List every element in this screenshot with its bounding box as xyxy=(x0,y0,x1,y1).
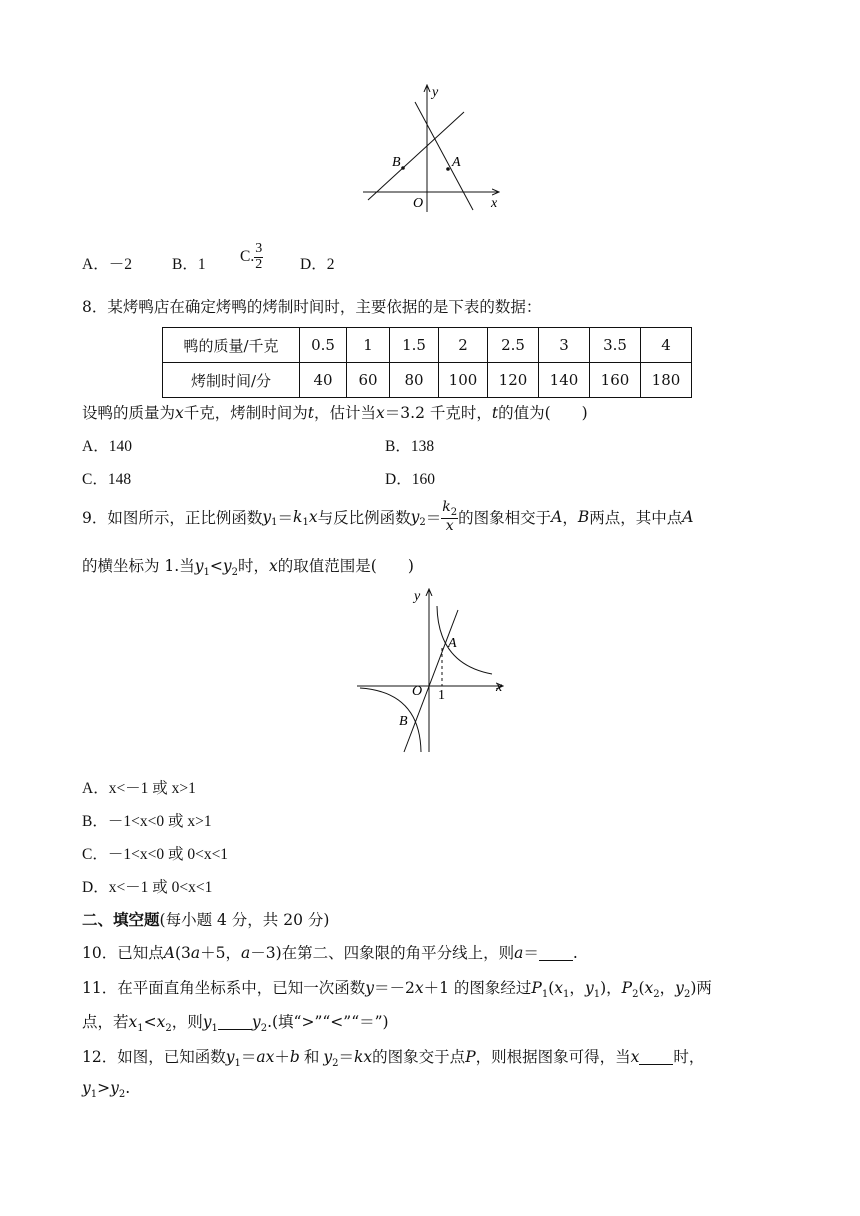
q7-option-b: B．1 xyxy=(172,256,206,273)
q8-var: t xyxy=(491,404,499,422)
label-one: 1 xyxy=(438,688,445,703)
q11-text: ( xyxy=(638,979,645,997)
q9-option-d: D．x<－1 或 0<x<1 xyxy=(82,879,213,896)
q11-text: ) xyxy=(600,979,607,997)
q9-option-b: B．－1<x<0 或 x>1 xyxy=(82,813,212,830)
q8-option-c: C．148 xyxy=(82,471,132,488)
q9-line2 xyxy=(82,554,414,578)
q11-text: 点，若 xyxy=(82,1013,129,1031)
q10-text: ＝ xyxy=(523,944,539,962)
q7-option-d: D．2 xyxy=(300,256,335,273)
line-through-a xyxy=(415,102,473,210)
table-cell: 160 xyxy=(590,363,641,398)
q11-text: .(填“>”“<”“＝”) xyxy=(267,1013,389,1031)
table-cell: 120 xyxy=(488,363,539,398)
q7-graph xyxy=(360,82,510,217)
q11-text: ，则 xyxy=(171,1013,203,1031)
q10-text: 10．已知点 xyxy=(82,944,164,962)
q10-var: a xyxy=(514,944,524,962)
q12-sub: 2 xyxy=(118,1089,126,1101)
table-cell: 140 xyxy=(539,363,590,398)
q12-text: 和 xyxy=(303,1048,320,1066)
q12-text: 的图象交于点 xyxy=(372,1048,466,1066)
q11-sub: 1 xyxy=(593,989,601,1001)
q7-option-c-num: 3 xyxy=(255,241,263,256)
q11-sub: 1 xyxy=(541,989,549,1001)
q9-text: 与反比例函数 xyxy=(317,509,411,527)
q11-sub: 2 xyxy=(683,989,691,1001)
q9-var: x xyxy=(445,518,454,535)
q9-sub: 2 xyxy=(450,506,458,518)
q11-text: ) xyxy=(690,979,697,997)
hyperbola-q1 xyxy=(437,606,492,674)
q12-line1 xyxy=(82,1045,704,1069)
q12-var: y xyxy=(110,1079,119,1097)
q11-text: ， xyxy=(606,979,622,997)
q9-graph xyxy=(352,584,512,756)
q12-text: ，则根据图象可得，当 xyxy=(475,1048,631,1066)
q12-var: a xyxy=(256,1048,266,1066)
q9-text: 的取值范围是( ) xyxy=(277,557,414,575)
table-cell: 40 xyxy=(300,363,347,398)
q11-text: ， xyxy=(659,979,676,997)
q10-text: ＋5， xyxy=(200,944,241,962)
q9-text: 9．如图所示，正比例函数 xyxy=(82,509,263,527)
label-o: O xyxy=(413,196,424,211)
q9-var: A xyxy=(682,508,694,526)
q9-var: y xyxy=(194,557,204,575)
q8-text: ＝3.2 千克时， xyxy=(384,404,492,422)
q12-var: P xyxy=(465,1048,476,1066)
table-cell: 80 xyxy=(390,363,439,398)
q10-text: －3)在第二、四象限的角平分线上，则 xyxy=(250,944,515,962)
q12-var: y xyxy=(225,1048,235,1066)
label-y: y xyxy=(432,85,439,100)
q9-sub: 1 xyxy=(302,517,309,529)
q11-var: x xyxy=(554,979,564,997)
q12-var: x xyxy=(630,1048,640,1066)
q12-answer-blank xyxy=(639,1049,673,1066)
table-header-cell: 鸭的质量/千克 xyxy=(163,328,300,363)
table-cell: 1 xyxy=(347,328,390,363)
q9-text: 两点，其中点 xyxy=(589,509,683,527)
q9-text: 的图象相交于 xyxy=(458,509,552,527)
q11-text: ， xyxy=(569,979,585,997)
q9-text: 时， xyxy=(238,557,270,575)
q8-text: 的值为( ) xyxy=(498,404,588,422)
q9-sub: 1 xyxy=(271,517,278,529)
q10-var: a xyxy=(190,944,201,962)
q7-option-c-prefix: C. xyxy=(240,248,255,266)
q9-var: k xyxy=(442,499,451,515)
q9-fraction xyxy=(441,500,458,534)
q11-line1 xyxy=(82,976,712,1000)
q11-var: y xyxy=(202,1013,212,1031)
table-row xyxy=(163,363,692,398)
q8-var: x xyxy=(175,404,184,422)
q11-var: x xyxy=(156,1013,166,1031)
label-x: x xyxy=(496,680,503,695)
q11-var: x xyxy=(414,979,424,997)
table-cell: 3.5 xyxy=(590,328,641,363)
q9-var: x xyxy=(308,508,318,526)
q12-var: x xyxy=(265,1048,275,1066)
q11-sub: 1 xyxy=(563,989,570,1001)
q11-var: y xyxy=(675,979,684,997)
q12-var: y xyxy=(323,1048,333,1066)
q12-var: x xyxy=(363,1048,373,1066)
q12-var: y xyxy=(82,1079,91,1097)
q12-text: ＋ xyxy=(274,1048,290,1066)
q9-var: y xyxy=(222,557,232,575)
q11-text: ( xyxy=(548,979,555,997)
line-through-b xyxy=(368,112,464,200)
q9-var: k xyxy=(293,508,303,526)
table-cell: 60 xyxy=(347,363,390,398)
q11-var: y xyxy=(251,1013,261,1031)
q9-frac-num xyxy=(441,500,458,519)
q12-text: ＝ xyxy=(240,1048,257,1066)
q8-option-b: B．138 xyxy=(385,438,435,455)
q11-sub: 2 xyxy=(165,1023,172,1035)
q11-var: P xyxy=(531,979,542,997)
q12-line2 xyxy=(82,1079,130,1100)
q9-option-c: C．－1<x<0 或 0<x<1 xyxy=(82,846,229,863)
q11-text: 两 xyxy=(696,979,712,997)
q8-var: t xyxy=(307,404,315,422)
q10-answer-blank xyxy=(539,945,573,962)
q11-text: ＝－2 xyxy=(374,979,415,997)
table-cell: 180 xyxy=(641,363,692,398)
q11-var: x xyxy=(128,1013,138,1031)
q8-option-d: D．160 xyxy=(385,471,435,488)
q12-sub: 2 xyxy=(332,1058,339,1070)
table-header-cell: 烤制时间/分 xyxy=(163,363,300,398)
q12-sub: 1 xyxy=(90,1089,98,1101)
q9-var: x xyxy=(269,557,278,575)
q12-sub: 1 xyxy=(234,1058,241,1070)
table-cell: 1.5 xyxy=(390,328,439,363)
q10 xyxy=(82,941,578,963)
table-cell: 3 xyxy=(539,328,590,363)
label-b: B xyxy=(392,155,401,170)
q11-answer-blank xyxy=(218,1014,252,1031)
q8-option-a: A．140 xyxy=(82,438,132,455)
q12-text: ＝ xyxy=(338,1048,355,1066)
section-heading: 二、填空题 xyxy=(82,910,160,929)
point-a xyxy=(446,167,450,171)
q10-text: (3 xyxy=(174,944,191,962)
q12-var: b xyxy=(289,1048,300,1066)
q9-text: ＝ xyxy=(277,509,294,527)
q9-sub: 2 xyxy=(419,517,426,529)
q8-table xyxy=(162,327,692,398)
q11-line2 xyxy=(82,1010,389,1034)
q11-text: < xyxy=(143,1013,157,1031)
q11-var: P xyxy=(621,979,633,997)
q8-var: x xyxy=(376,404,385,422)
q11-sub: 1 xyxy=(137,1023,144,1035)
q12-text: > xyxy=(97,1079,111,1097)
section-note: (每小题 4 分，共 20 分) xyxy=(159,911,330,929)
q11-sub: 2 xyxy=(632,989,639,1001)
label-y: y xyxy=(414,589,421,604)
q11-sub: 2 xyxy=(653,989,660,1001)
q9-option-a: A．x<－1 或 x>1 xyxy=(82,780,196,797)
q9-var: A xyxy=(551,508,563,526)
q7-option-c-fraction xyxy=(254,242,263,272)
q11-var: y xyxy=(365,979,374,997)
label-a: A xyxy=(448,636,457,651)
q7-option-c-den: 2 xyxy=(255,256,263,272)
table-cell: 0.5 xyxy=(300,328,347,363)
q12-text: 12．如图，已知函数 xyxy=(82,1048,226,1066)
q11-text: ＋1 的图象经过 xyxy=(423,979,532,997)
q8-text: 千克，烤制时间为 xyxy=(183,404,308,422)
q9-var: y xyxy=(410,508,420,526)
q9-var: y xyxy=(262,508,272,526)
table-cell: 2.5 xyxy=(488,328,539,363)
q11-text: 11．在平面直角坐标系中，已知一次函数 xyxy=(82,979,366,997)
q11-sub: 2 xyxy=(260,1023,268,1035)
line-y1 xyxy=(404,610,458,752)
table-cell: 4 xyxy=(641,328,692,363)
q8-question xyxy=(82,401,588,423)
label-o: O xyxy=(412,684,423,699)
q8-text: ，估计当 xyxy=(314,404,377,422)
section-title xyxy=(82,908,329,930)
point-b xyxy=(401,166,405,170)
label-x: x xyxy=(491,196,498,211)
q7-option-a: A．－2 xyxy=(82,256,132,273)
q9-var: B xyxy=(577,508,590,526)
q9-text: < xyxy=(209,557,223,575)
q12-text: . xyxy=(125,1079,131,1097)
q7-option-c xyxy=(240,242,263,272)
q11-var: x xyxy=(644,979,654,997)
q9-text: ＝ xyxy=(425,509,442,527)
label-b: B xyxy=(399,714,408,729)
q10-var: a xyxy=(240,944,251,962)
table-row xyxy=(163,328,692,363)
table-cell: 100 xyxy=(439,363,488,398)
q9-sub: 1 xyxy=(203,567,210,579)
q10-var: A xyxy=(163,944,175,962)
q9-sub: 2 xyxy=(231,567,238,579)
q10-text: . xyxy=(572,944,578,962)
label-a: A xyxy=(452,155,461,170)
q9-text: 的横坐标为 1.当 xyxy=(82,557,195,575)
q11-var: y xyxy=(584,979,594,997)
q9-text: ， xyxy=(562,509,578,527)
q12-text: 时， xyxy=(673,1048,705,1066)
q12-var: k xyxy=(354,1048,364,1066)
q9-line1 xyxy=(82,500,693,534)
q8-text: 设鸭的质量为 xyxy=(82,404,176,422)
table-cell: 2 xyxy=(439,328,488,363)
q8-stem: 8．某烤鸭店在确定烤鸭的烤制时间时，主要依据的是下表的数据： xyxy=(82,298,542,316)
q11-sub: 1 xyxy=(211,1023,218,1035)
